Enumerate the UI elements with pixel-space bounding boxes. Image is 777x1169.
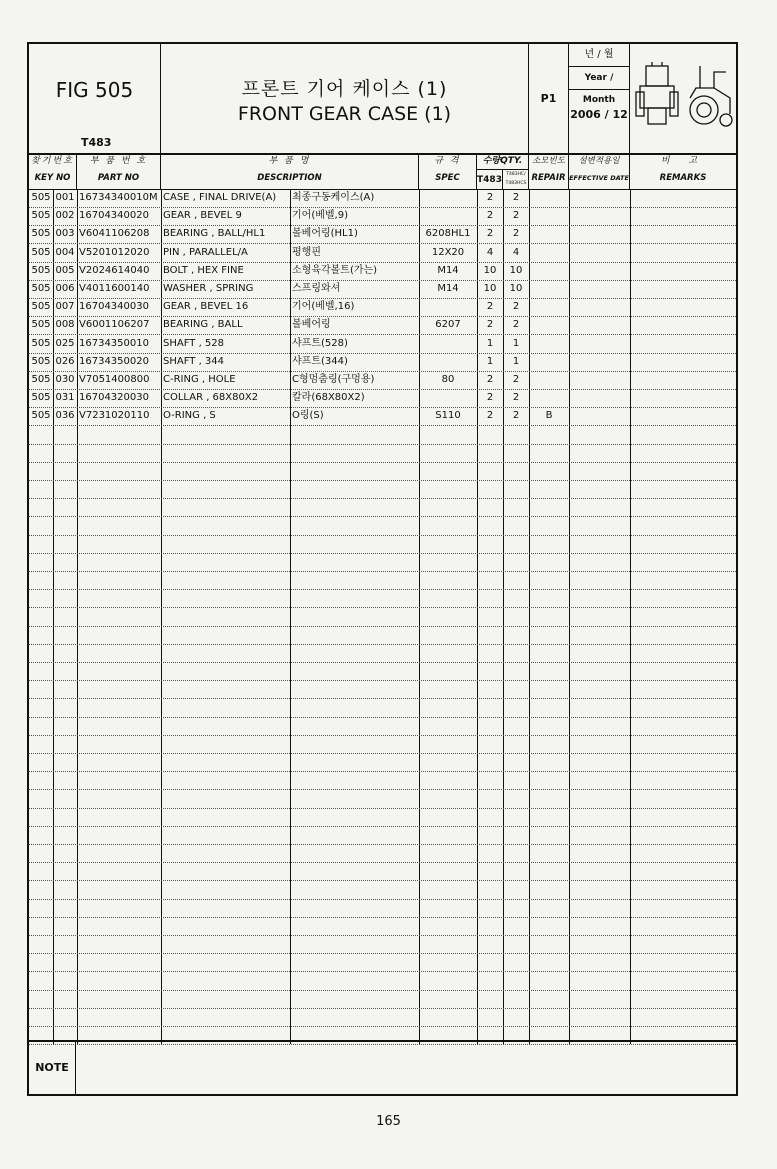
cell-desc-en: C-RING , HOLE: [163, 374, 236, 385]
cell-desc-ko: 평행핀: [292, 246, 321, 258]
table-row: [29, 571, 736, 590]
cell-k1: 505: [31, 264, 51, 276]
cell-q1: 4: [486, 246, 494, 258]
col-qty: [477, 153, 529, 189]
cell-k2: 026: [55, 355, 75, 367]
cell-spec: 6207: [435, 319, 461, 331]
cell-spec: [419, 335, 477, 353]
year-month-english: Year / Month: [569, 66, 629, 90]
table-row: [29, 244, 736, 263]
col-remarks-en: REMARKS: [659, 173, 707, 183]
year-month-cell: [569, 44, 630, 153]
col-spec-ko: 규 격: [434, 156, 461, 166]
col-description: [161, 153, 419, 189]
col-repair-ko: 소모빈도: [532, 156, 565, 166]
cell-spec: [419, 298, 477, 316]
cell-spec: M14: [437, 264, 459, 276]
col-spec-en: SPEC: [435, 173, 460, 183]
cell-q1: 2: [486, 374, 494, 385]
cell-desc-ko: C형멈춤링(구멍용): [292, 374, 375, 385]
cell-part: 16704340030: [79, 301, 149, 313]
title-cell: [161, 44, 529, 153]
cell-k2: 004: [55, 246, 75, 258]
cell-spec: 12X20: [431, 246, 465, 258]
page-number: 165: [376, 1114, 401, 1129]
table-row: [29, 662, 736, 681]
column-header-row: [29, 153, 736, 190]
fig-cell: [29, 44, 161, 153]
cell-k2: 005: [55, 264, 75, 276]
col-part-no-ko: 부 품 번 호: [89, 156, 148, 166]
cell-desc-en: GEAR , BEVEL 16: [163, 301, 249, 313]
tractor-icon: [634, 58, 734, 138]
col-spec: [419, 153, 477, 189]
cell-k1: 505: [31, 246, 51, 258]
table-row: [29, 316, 736, 335]
cell-repair: [529, 371, 569, 389]
cell-repair: B: [545, 410, 553, 422]
cell-desc-en: SHAFT , 528: [163, 337, 225, 349]
cell-spec: [419, 207, 477, 225]
table-row: [29, 298, 736, 317]
cell-repair: [529, 298, 569, 316]
cell-part: V7051400800: [79, 374, 150, 385]
table-row: [29, 990, 736, 1009]
cell-desc-en: GEAR , BEVEL 9: [163, 210, 242, 222]
cell-repair: [529, 316, 569, 334]
cell-q2: 2: [512, 192, 520, 203]
cell-part: V2024614040: [79, 264, 150, 276]
cell-k1: 505: [31, 410, 51, 422]
table-row: [29, 862, 736, 881]
cell-q1: 10: [483, 264, 497, 276]
cell-q1: 2: [486, 228, 494, 240]
cell-repair: [529, 207, 569, 225]
cell-q2: 1: [512, 337, 520, 349]
cell-repair: [529, 262, 569, 280]
table-row: [29, 808, 736, 827]
sheet-header: [29, 44, 736, 155]
cell-k1: 505: [31, 228, 51, 240]
col-part-no: [77, 153, 161, 189]
page-cell: [529, 44, 569, 153]
cell-k2: 002: [55, 210, 75, 222]
col-description-ko: 부 품 명: [268, 156, 311, 166]
cell-desc-en: PIN , PARALLEL/A: [163, 246, 248, 258]
cell-k1: 505: [31, 355, 51, 367]
cell-q1: 2: [486, 210, 494, 222]
cell-k2: 036: [55, 410, 75, 422]
col-qty-t483: T483: [477, 169, 503, 189]
cell-desc-ko: 기어(베벨,16): [292, 301, 355, 313]
cell-q2: 2: [512, 374, 520, 385]
table-row: [29, 790, 736, 809]
col-key-no-en: KEY NO: [34, 173, 71, 183]
cell-q2: 2: [512, 210, 520, 222]
cell-part: V5201012020: [79, 246, 150, 258]
table-row: [29, 535, 736, 554]
table-row: [29, 353, 736, 372]
cell-desc-en: SHAFT , 344: [163, 355, 225, 367]
cell-k1: 505: [31, 283, 51, 294]
cell-repair: [529, 244, 569, 262]
cell-part: V6001106207: [79, 319, 150, 331]
cell-part: 16734350020: [79, 355, 149, 367]
cell-desc-ko: 샤프트(528): [292, 337, 348, 349]
cell-desc-en: BOLT , HEX FINE: [163, 264, 244, 276]
cell-q1: 2: [486, 301, 494, 313]
table-row: [29, 498, 736, 517]
table-row: [29, 953, 736, 972]
table-row: [29, 844, 736, 863]
col-part-no-en: PART NO: [97, 173, 140, 183]
cell-repair: [529, 389, 569, 407]
cell-spec: [419, 353, 477, 371]
cell-q1: 2: [486, 319, 494, 331]
col-effective-date: [569, 153, 630, 189]
cell-repair: [529, 225, 569, 243]
cell-k2: 008: [55, 319, 75, 331]
col-repair: [529, 153, 569, 189]
table-row: [29, 335, 736, 354]
cell-q1: 2: [486, 410, 494, 422]
cell-desc-en: WASHER , SPRING: [163, 283, 254, 294]
cell-desc-en: COLLAR , 68X80X2: [163, 392, 259, 404]
cell-desc-ko: 샤프트(344): [292, 355, 348, 367]
cell-k2: 030: [55, 374, 75, 385]
table-row: [29, 389, 736, 408]
cell-k1: 505: [31, 374, 51, 385]
table-row: [29, 444, 736, 463]
cell-k2: 003: [55, 228, 75, 240]
table-row: [29, 644, 736, 663]
cell-k2: 001: [55, 192, 75, 203]
cell-k1: 505: [31, 392, 51, 404]
table-row: [29, 753, 736, 772]
table-row: [29, 207, 736, 226]
cell-part: V4011600140: [79, 283, 150, 294]
title-english: FRONT GEAR CASE (1): [237, 103, 452, 125]
note-area: [29, 1040, 736, 1094]
cell-repair: [529, 335, 569, 353]
col-qty-t483hc-1: T483HC/: [506, 172, 526, 177]
page-code: P1: [540, 92, 557, 105]
cell-part: 16704320030: [79, 392, 149, 404]
col-effective-date-en: EFFECTIVE DATE: [569, 174, 629, 182]
table-row: [29, 517, 736, 536]
cell-desc-ko: 최종구동케이스(A): [292, 192, 375, 203]
cell-desc-ko: 칼라(68X80X2): [292, 392, 365, 404]
tractor-illustration: [630, 44, 736, 153]
table-row: [29, 608, 736, 627]
cell-desc-ko: 기어(베벨,9): [292, 210, 348, 222]
cell-repair: [529, 189, 569, 207]
cell-part: 16704340020: [79, 210, 149, 222]
cell-spec: S110: [435, 410, 461, 422]
cell-k2: 025: [55, 337, 75, 349]
cell-desc-en: O-RING , S: [163, 410, 216, 422]
cell-q2: 2: [512, 392, 520, 404]
table-row: [29, 462, 736, 481]
cell-desc-en: CASE , FINAL DRIVE(A): [163, 192, 277, 203]
col-qty-t483hc-2: T483HCS: [505, 181, 527, 186]
cell-spec: M14: [437, 283, 459, 294]
cell-k1: 505: [31, 192, 51, 203]
table-row: [29, 826, 736, 845]
cell-q1: 2: [486, 392, 494, 404]
cell-spec: [419, 389, 477, 407]
table-row: [29, 699, 736, 718]
parts-sheet: [27, 42, 738, 1096]
table-row: [29, 426, 736, 445]
table-row: [29, 771, 736, 790]
cell-desc-en: BEARING , BALL/HL1: [163, 228, 266, 240]
cell-part: 16734350010: [79, 337, 149, 349]
year-month-korean: 년 / 월: [584, 49, 614, 60]
cell-desc-ko: O링(S): [292, 410, 324, 422]
table-row: [29, 189, 736, 208]
fig-number: FIG 505: [55, 78, 134, 102]
model-label: T483: [81, 136, 112, 149]
table-row: [29, 717, 736, 736]
cell-k2: 006: [55, 283, 75, 294]
cell-q2: 2: [512, 228, 520, 240]
table-row: [29, 1008, 736, 1027]
table-row: [29, 225, 736, 244]
col-effective-date-ko: 설변적용일: [578, 156, 620, 166]
table-row: [29, 407, 736, 426]
issue-date: 2006 / 12: [570, 108, 628, 121]
cell-q2: 2: [512, 301, 520, 313]
cell-k2: 007: [55, 301, 75, 313]
cell-q1: 1: [486, 337, 494, 349]
col-repair-en: REPAIR: [531, 173, 566, 183]
cell-part: 16734340010M: [79, 192, 158, 203]
cell-k1: 505: [31, 210, 51, 222]
cell-desc-ko: 스프링와셔: [292, 283, 341, 294]
cell-repair: [529, 280, 569, 298]
table-row: [29, 480, 736, 499]
cell-spec: [419, 189, 477, 207]
col-qty-ko: 수량QTY.: [482, 156, 523, 166]
cell-q2: 1: [512, 355, 520, 367]
table-row: [29, 935, 736, 954]
table-row: [29, 262, 736, 281]
cell-k1: 505: [31, 319, 51, 331]
cell-desc-ko: 소형육각볼트(가는): [292, 264, 378, 276]
table-row: [29, 680, 736, 699]
cell-desc-ko: 볼베어링: [292, 319, 331, 331]
cell-q2: 10: [509, 283, 523, 294]
table-row: [29, 899, 736, 918]
cell-q1: 1: [486, 355, 494, 367]
cell-part: V6041106208: [79, 228, 150, 240]
col-qty-t483hc: [503, 169, 529, 189]
cell-spec: 80: [441, 374, 455, 385]
cell-spec: 6208HL1: [425, 228, 471, 240]
col-remarks-ko: 비 고: [660, 156, 706, 166]
table-row: [29, 589, 736, 608]
table-row: [29, 917, 736, 936]
col-key-no: [29, 153, 77, 189]
cell-repair: [529, 353, 569, 371]
cell-desc-en: BEARING , BALL: [163, 319, 243, 331]
col-key-no-ko: 찾기번호: [31, 156, 74, 166]
cell-q2: 10: [509, 264, 523, 276]
table-row: [29, 371, 736, 390]
cell-k1: 505: [31, 337, 51, 349]
cell-q2: 2: [512, 319, 520, 331]
title-korean: 프론트 기어 케이스 (1): [241, 78, 448, 100]
cell-desc-ko: 볼베어링(HL1): [292, 228, 358, 240]
cell-q1: 2: [486, 192, 494, 203]
table-row: [29, 553, 736, 572]
cell-q2: 2: [512, 410, 520, 422]
note-label: NOTE: [29, 1042, 76, 1094]
cell-k1: 505: [31, 301, 51, 313]
col-remarks: [630, 153, 736, 189]
table-row: [29, 280, 736, 299]
table-row: [29, 972, 736, 991]
cell-k2: 031: [55, 392, 75, 404]
cell-q2: 4: [512, 246, 520, 258]
table-row: [29, 881, 736, 900]
table-row: [29, 626, 736, 645]
table-row: [29, 735, 736, 754]
cell-q1: 10: [483, 283, 497, 294]
cell-part: V7231020110: [79, 410, 150, 422]
col-description-en: DESCRIPTION: [257, 173, 322, 183]
